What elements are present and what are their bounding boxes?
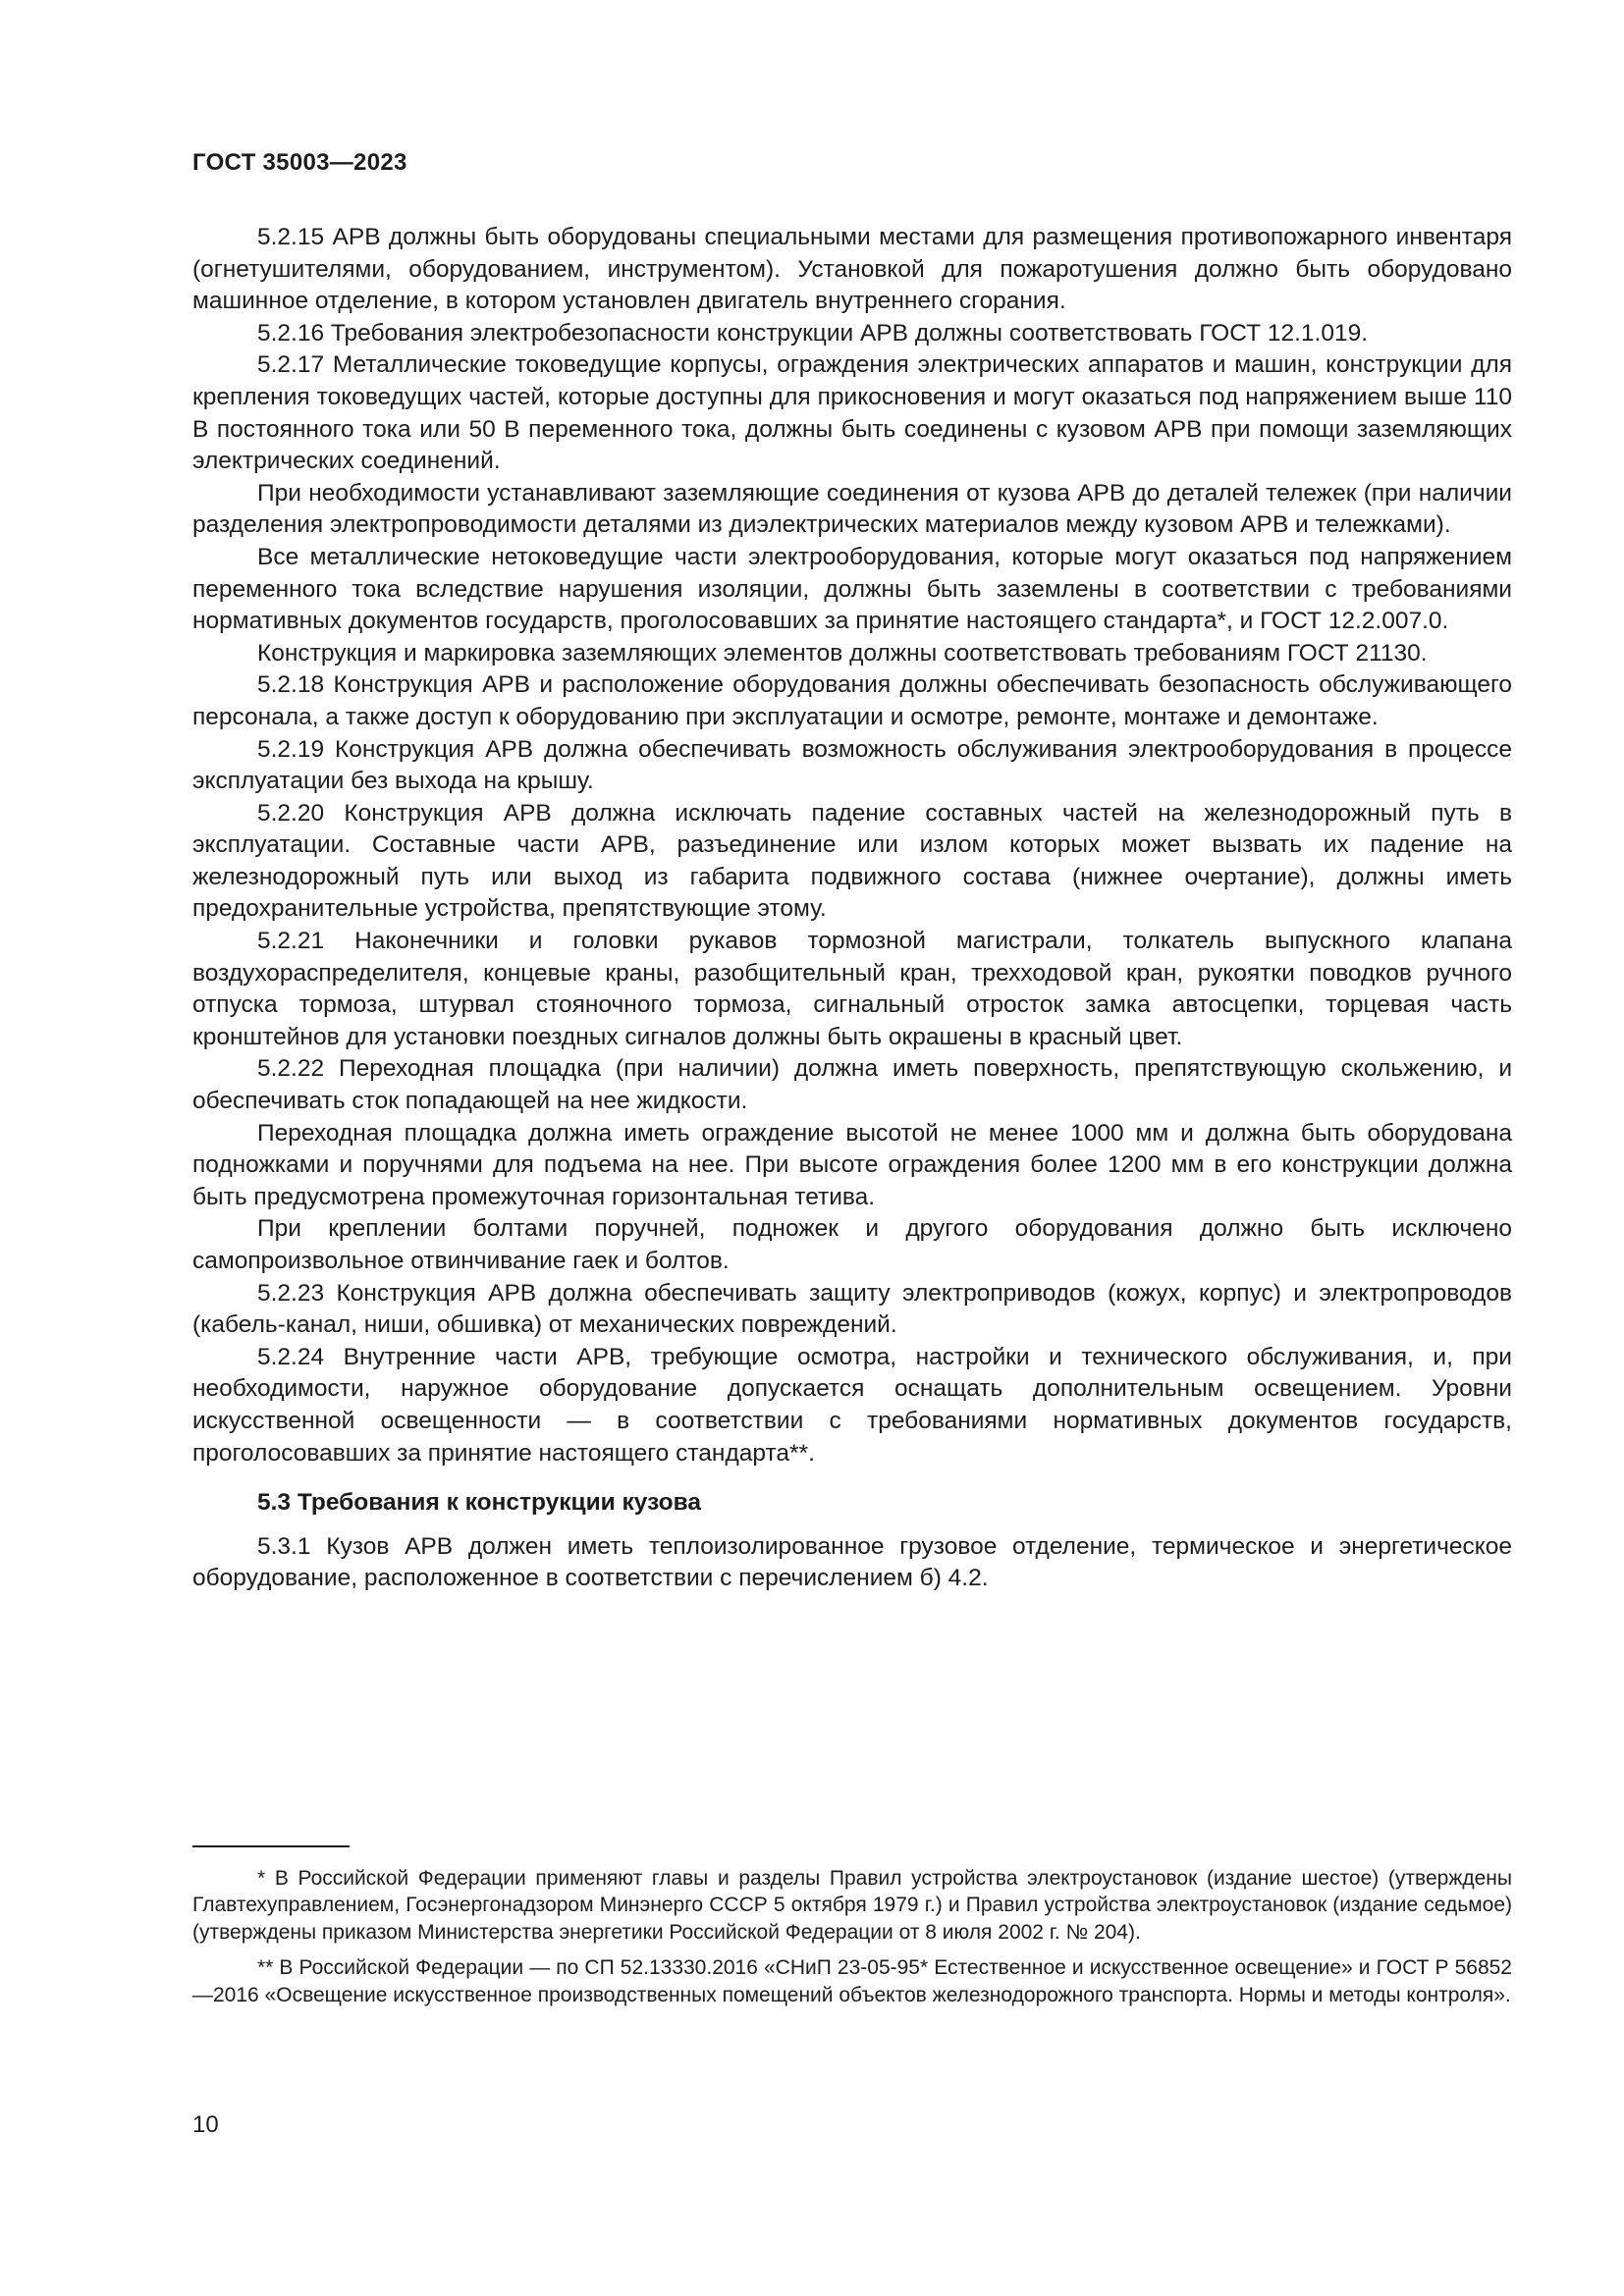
footnote-separator xyxy=(192,1845,350,1847)
paragraph-grounding-marking: Конструкция и маркировка заземляющих элементов должны соответствовать требованиям ГОСТ 21130. xyxy=(257,639,1428,667)
paragraph-5-2-21: 5.2.21 Наконечники и головки рукавов тормозной магистрали, толкатель выпускного клапана воздухораспределителя, концевые краны, разобщительный кран, трехходовой кран, рукоятки поводков ручного отпуска тормоза, штурвал стояночного тормоза, сигнальный отросток замка автосцепки, торцевая часть кронштейнов для установки поездных сигналов должны быть окрашены в красный цвет. xyxy=(192,928,1512,1050)
paragraph-bolt-fastening: При креплении болтами поручней, подножек и другого оборудования должно быть исключено самопроизвольное отвинчивание гаек и болтов. xyxy=(192,1215,1512,1274)
body-text xyxy=(192,222,1512,1595)
footnote-single-asterisk: * В Российской Федерации применяют главы и разделы Правил устройства электроустановок (издание шестое) (утверждены Главтехуправлением, Госэнергонадзором Минэнерго СССР 5 октября 1979 г.) и Правил устройства электроустановок (издание седьмое) (утверждены приказом Министерства энергетики Российской Федерации от 8 июля 2002 г. № 204). xyxy=(192,1867,1512,1944)
paragraph-5-2-23: 5.2.23 Конструкция АРВ должна обеспечивать защиту электроприводов (кожух, корпус) и электропроводов (кабель-канал, ниши, обшивка) от механических повреждений. xyxy=(192,1279,1512,1339)
paragraph-5-2-17: 5.2.17 Металлические токоведущие корпусы, ограждения электрических аппаратов и машин, конструкции для крепления токоведущих частей, которые доступны для прикосновения и могут оказаться под напряжением выше 110 В постоянного тока или 50 В переменного тока, должны быть соединены с кузовом АРВ при помощи заземляющих электрических соединений. xyxy=(192,351,1512,475)
paragraph-5-2-22: 5.2.22 Переходная площадка (при наличии) должна иметь поверхность, препятствующую скольжению, и обеспечивать сток попадающей на нее жидкости. xyxy=(192,1055,1512,1115)
paragraph-5-2-19: 5.2.19 Конструкция АРВ должна обеспечивать возможность обслуживания электрооборудования в процессе эксплуатации без выхода на крышу. xyxy=(192,735,1512,795)
paragraph-5-2-18: 5.2.18 Конструкция АРВ и расположение оборудования должны обеспечивать безопасность обслуживающего персонала, а также доступ к оборудованию при эксплуатации и осмотре, ремонте, монтаже и демонтаже. xyxy=(192,671,1512,730)
paragraph-5-2-15: 5.2.15 АРВ должны быть оборудованы специальными местами для размещения противопожарного инвентаря (огнетушителями, оборудованием, инструментом). Установкой для пожаротушения должно быть оборудовано машинное отделение, в котором установлен двигатель внутреннего сгорания. xyxy=(192,224,1512,315)
paragraph-non-current-parts: Все металлические нетоковедущие части электрооборудования, которые могут оказаться под напряжением переменного тока вследствие нарушения изоляции, должны быть заземлены в соответствии с требованиями нормативных документов государств, проголосовавших за принятие настоящего стандарта*, и ГОСТ 12.2.007.0. xyxy=(192,543,1512,635)
paragraph-platform-railing: Переходная площадка должна иметь ограждение высотой не менее 1000 мм и должна быть оборудована подножками и поручнями для подъема на нее. При высоте ограждения более 1200 мм в его конструкции должна быть предусмотрена промежуточная горизонтальная тетива. xyxy=(192,1119,1512,1210)
paragraph-5-2-16: 5.2.16 Требования электробезопасности конструкции АРВ должны соответствовать ГОСТ 12.1.019. xyxy=(257,319,1369,347)
paragraph-5-2-20: 5.2.20 Конструкция АРВ должна исключать падение составных частей на железнодорожный путь в эксплуатации. Составные части АРВ, разъединение или излом которых может вызвать их падение на железнодорожный путь или выход из габарита подвижного состава (нижнее очертание), должны иметь предохранительные устройства, препятствующие этому. xyxy=(192,799,1512,923)
paragraph-5-3-1: 5.3.1 Кузов АРВ должен иметь теплоизолированное грузовое отделение, термическое и энергетическое оборудование, расположенное в соответствии с перечислением б) 4.2. xyxy=(192,1532,1512,1592)
paragraph-5-2-24: 5.2.24 Внутренние части АРВ, требующие осмотра, настройки и технического обслуживания, и, при необходимости, наружное оборудование допускается оснащать дополнительным освещением. Уровни искусственной освещенности — в соответствии с требованиями нормативных документов государств, проголосовавших за принятие настоящего стандарта**. xyxy=(192,1343,1512,1467)
page-number: 10 xyxy=(192,2111,219,2138)
document-header: ГОСТ 35003—2023 xyxy=(192,149,407,176)
section-heading-5-3: 5.3 Требования к конструкции кузова xyxy=(257,1489,701,1517)
paragraph-grounding-connections: При необходимости устанавливают заземляющие соединения от кузова АРВ до деталей тележек (при наличии разделения электропроводимости деталями из диэлектрических материалов между кузовом АРВ и тележками). xyxy=(192,479,1512,539)
footnote-double-asterisk: ** В Российской Федерации — по СП 52.13330.2016 «СНиП 23-05-95* Естественное и искусственное освещение» и ГОСТ Р 56852—2016 «Освещение искусственное производственных помещений объектов железнодорожного транспорта. Нормы и методы контроля». xyxy=(192,1956,1512,2006)
footnotes xyxy=(192,1865,1512,2017)
